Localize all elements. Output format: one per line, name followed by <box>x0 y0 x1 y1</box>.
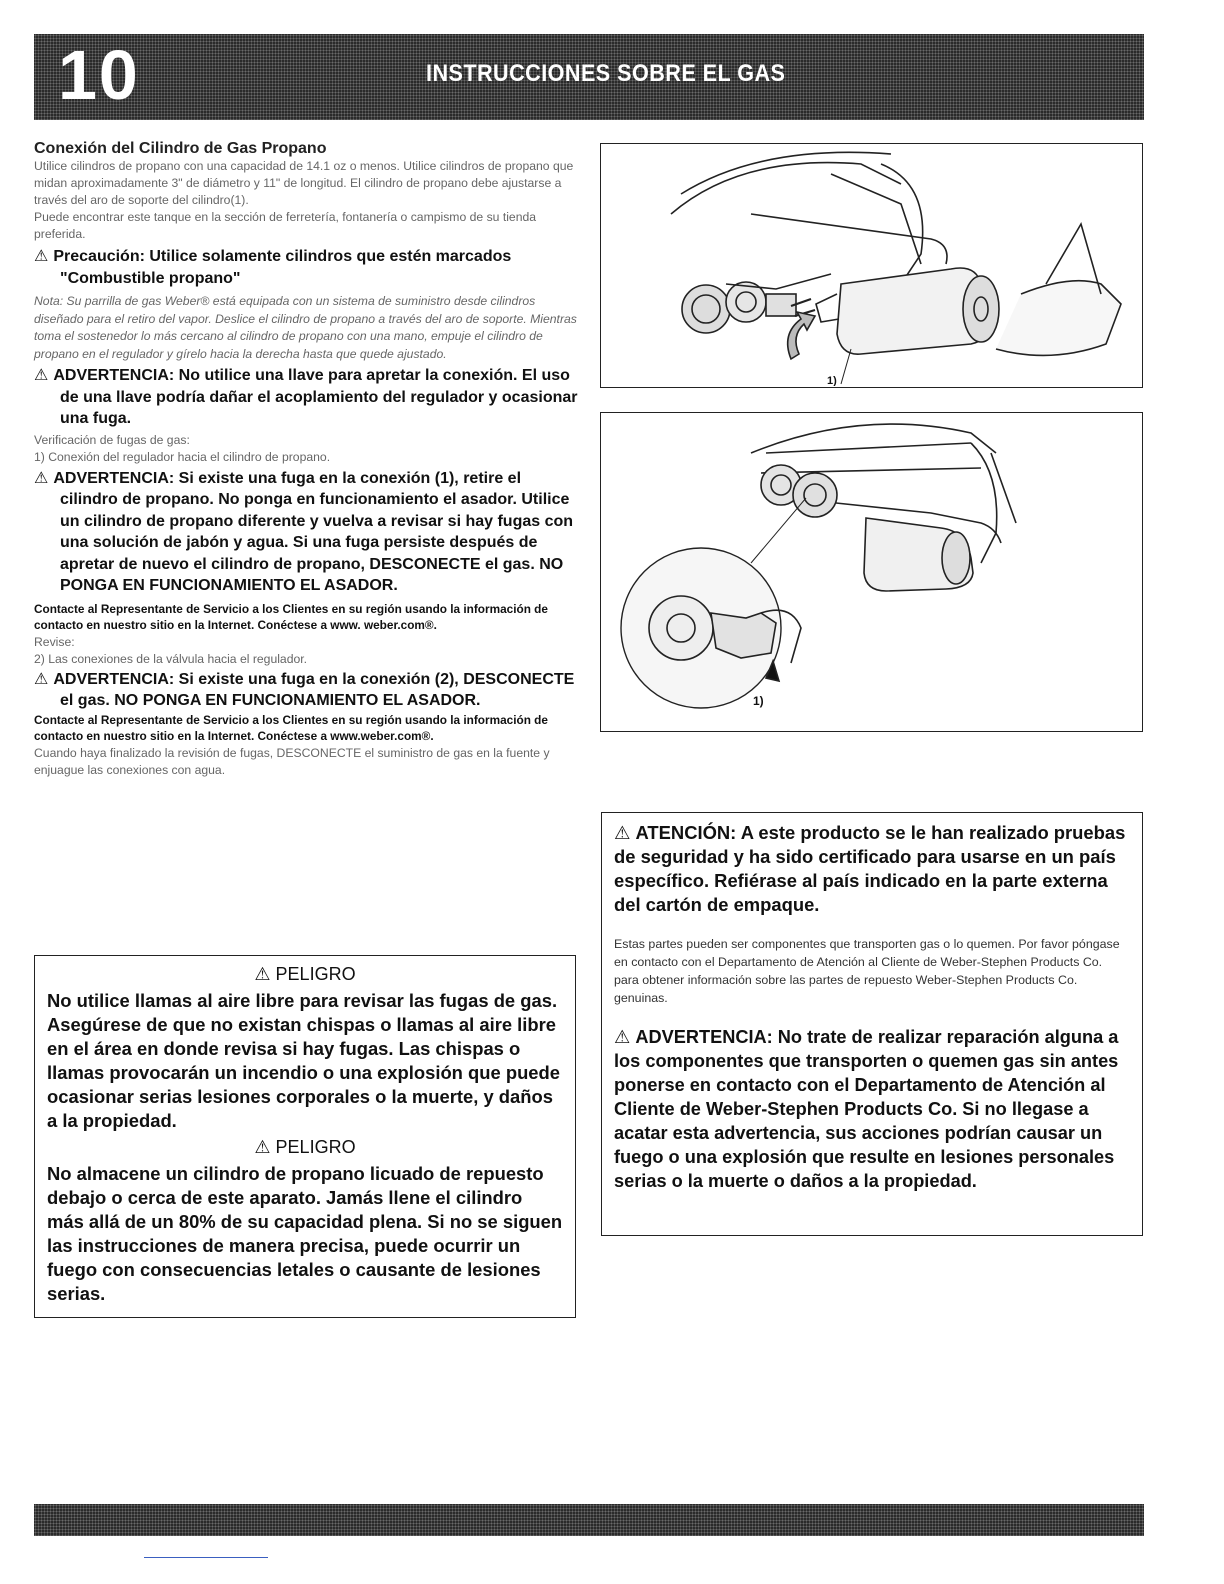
intro-paragraph-2: Puede encontrar este tanque en la sección de ferretería, fontanería o campismo de su tienda preferida. <box>34 210 537 241</box>
contact-paragraph-1: Contacte al Representante de Servicio a los Clientes en su región usando la información de contacto en nuestro sitio en la Internet. Conéctese a www. weber.com®. <box>34 601 548 632</box>
danger-heading-1 <box>47 964 563 985</box>
parts-paragraph: Estas partes pueden ser componentes que transporten gas o lo quemen. Por favor póngase en contacto con el Departamento de Atención al Cliente de Weber-Stephen Products Co. para obtener información sobre las partes de repuesto Weber-Stephen Products Co. genuinas. <box>614 937 1120 1005</box>
warning-triangle-icon: ⚠ <box>34 248 49 265</box>
warning-leak-1-text: ADVERTENCIA: Si existe una fuga en la conexión (1), retire el cilindro de propano. No ponga en funcionamiento el asador. Utilice un cilindro de propano diferente y vuelva a revisar si hay fugas con una solución de jabón y agua. Si una fuga persiste después de apretar de nuevo el cilindro de propano, DESCONECTE el gas. NO PONGA EN FUNCIONAMIENTO EL ASADOR. <box>53 469 574 594</box>
warning-leak-1 <box>34 468 579 597</box>
figure-leak-check <box>600 412 1143 732</box>
attention-box <box>601 812 1143 1236</box>
page-title: INSTRUCCIONES SOBRE EL GAS <box>426 60 786 87</box>
warning-triangle-icon: ⚠ <box>34 469 49 487</box>
danger-heading-2-text: PELIGRO <box>275 1137 356 1157</box>
left-column <box>34 140 579 779</box>
attention-warning <box>614 821 1130 917</box>
warning-leak-2 <box>34 669 579 712</box>
fig2-callout: 1) <box>753 694 764 708</box>
danger-heading-1-text: PELIGRO <box>275 964 356 984</box>
note-paragraph: Nota: Su parrilla de gas Weber® está equipada con un sistema de suministro desde cilindros diseñado para el retiro del vapor. Deslice el cilindro de propano a través del aro de soporte. Mientras toma el sostenedor lo más cercano al cilindro de propano con una mano, empuje el cilindro de propano en el regulador y gírelo hacia la derecha hasta que quede ajustado. <box>34 294 577 361</box>
section-title: Conexión del Cilindro de Gas Propano <box>34 140 327 157</box>
warning-triangle-icon: ⚠ <box>34 367 49 384</box>
warning-triangle-icon: ⚠ <box>254 964 271 984</box>
warning-triangle-icon: ⚠ <box>614 1027 631 1047</box>
page-number: 10 <box>58 36 140 114</box>
intro-paragraph-1: Utilice cilindros de propano con una capacidad de 14.1 oz o menos. Utilice cilindros de propano que midan aproximadamente 3" de diámetro y 11" de longitud. El cilindro de propano debe ajustarse a través del aro de soporte del cilindro(1). <box>34 159 574 207</box>
fig1-callout: 1) <box>827 375 837 386</box>
warning-triangle-icon: ⚠ <box>254 1137 271 1157</box>
danger-box <box>34 955 576 1318</box>
contact-paragraph-2: Contacte al Representante de Servicio a los Clientes en su región usando la información de contacto en nuestro sitio en la Internet. Conéctese a www.weber.com®. <box>34 712 548 743</box>
grill-cylinder-illustration <box>601 144 1141 386</box>
warning-triangle-icon: ⚠ <box>34 670 49 688</box>
warning-wrench-text: ADVERTENCIA: No utilice una llave para apretar la conexión. El uso de una llave podría dañar el acoplamiento del regulador y ocasionar una fuga. <box>53 367 578 427</box>
caution-text: Precaución: Utilice solamente cilindros que estén marcados "Combustible propano" <box>53 248 512 287</box>
revise-step-2: 2) Las conexiones de la válvula hacia el regulador. <box>34 651 308 666</box>
footer-band <box>34 1504 1144 1536</box>
leak-check-title: Verificación de fugas de gas: <box>34 432 190 447</box>
footer-rule <box>144 1557 268 1558</box>
leak-check-step-1: 1) Conexión del regulador hacia el cilindro de propano. <box>34 449 331 464</box>
caution-warning <box>34 246 579 289</box>
attention-text: ATENCIÓN: A este producto se le han realizado pruebas de seguridad y ha sido certificado para usarse en un país específico. Refiérase al país indicado en la parte externa del cartón de empaque. <box>614 822 1126 915</box>
revise-title: Revise: <box>34 634 75 649</box>
grill-leak-illustration <box>601 413 1141 730</box>
danger-heading-2 <box>47 1137 563 1158</box>
figure-cylinder-install <box>600 143 1143 388</box>
warning-wrench <box>34 365 579 430</box>
warning-leak-2-text: ADVERTENCIA: Si existe una fuga en la conexión (2), DESCONECTE el gas. NO PONGA EN FUNCIONAMIENTO EL ASADOR. <box>53 670 575 709</box>
closing-paragraph: Cuando haya finalizado la revisión de fugas, DESCONECTE el suministro de gas en la fuente y enjuague las conexiones con agua. <box>34 745 550 777</box>
danger-text-1: No utilice llamas al aire libre para revisar las fugas de gas. Asegúrese de que no existan chispas o llamas al aire libre en el área en donde revisa si hay fugas. Las chispas o llamas provocarán un incendio o una explosión que puede ocasionar serias lesiones corporales o la muerte, y daños a la propiedad. <box>47 990 560 1131</box>
warning-triangle-icon: ⚠ <box>614 822 631 843</box>
danger-text-2: No almacene un cilindro de propano licuado de repuesto debajo o cerca de este aparato. Jamás llene el cilindro más allá de un 80% de su capacidad plena. Si no se siguen las instrucciones de manera precisa, puede ocurrir un fuego con consecuencias letales o causante de lesiones serias. <box>47 1163 563 1304</box>
repair-warning <box>614 1025 1130 1193</box>
repair-warning-text: ADVERTENCIA: No trate de realizar reparación alguna a los componentes que transporten o quemen gas sin antes ponerse en contacto con el Departamento de Atención al Cliente de Weber-Stephen Products Co. Si no llegase a acatar esta advertencia, sus acciones podrían causar un fuego o una explosión que resulte en lesiones personales serias o la muerte o daños a la propiedad. <box>614 1027 1119 1191</box>
